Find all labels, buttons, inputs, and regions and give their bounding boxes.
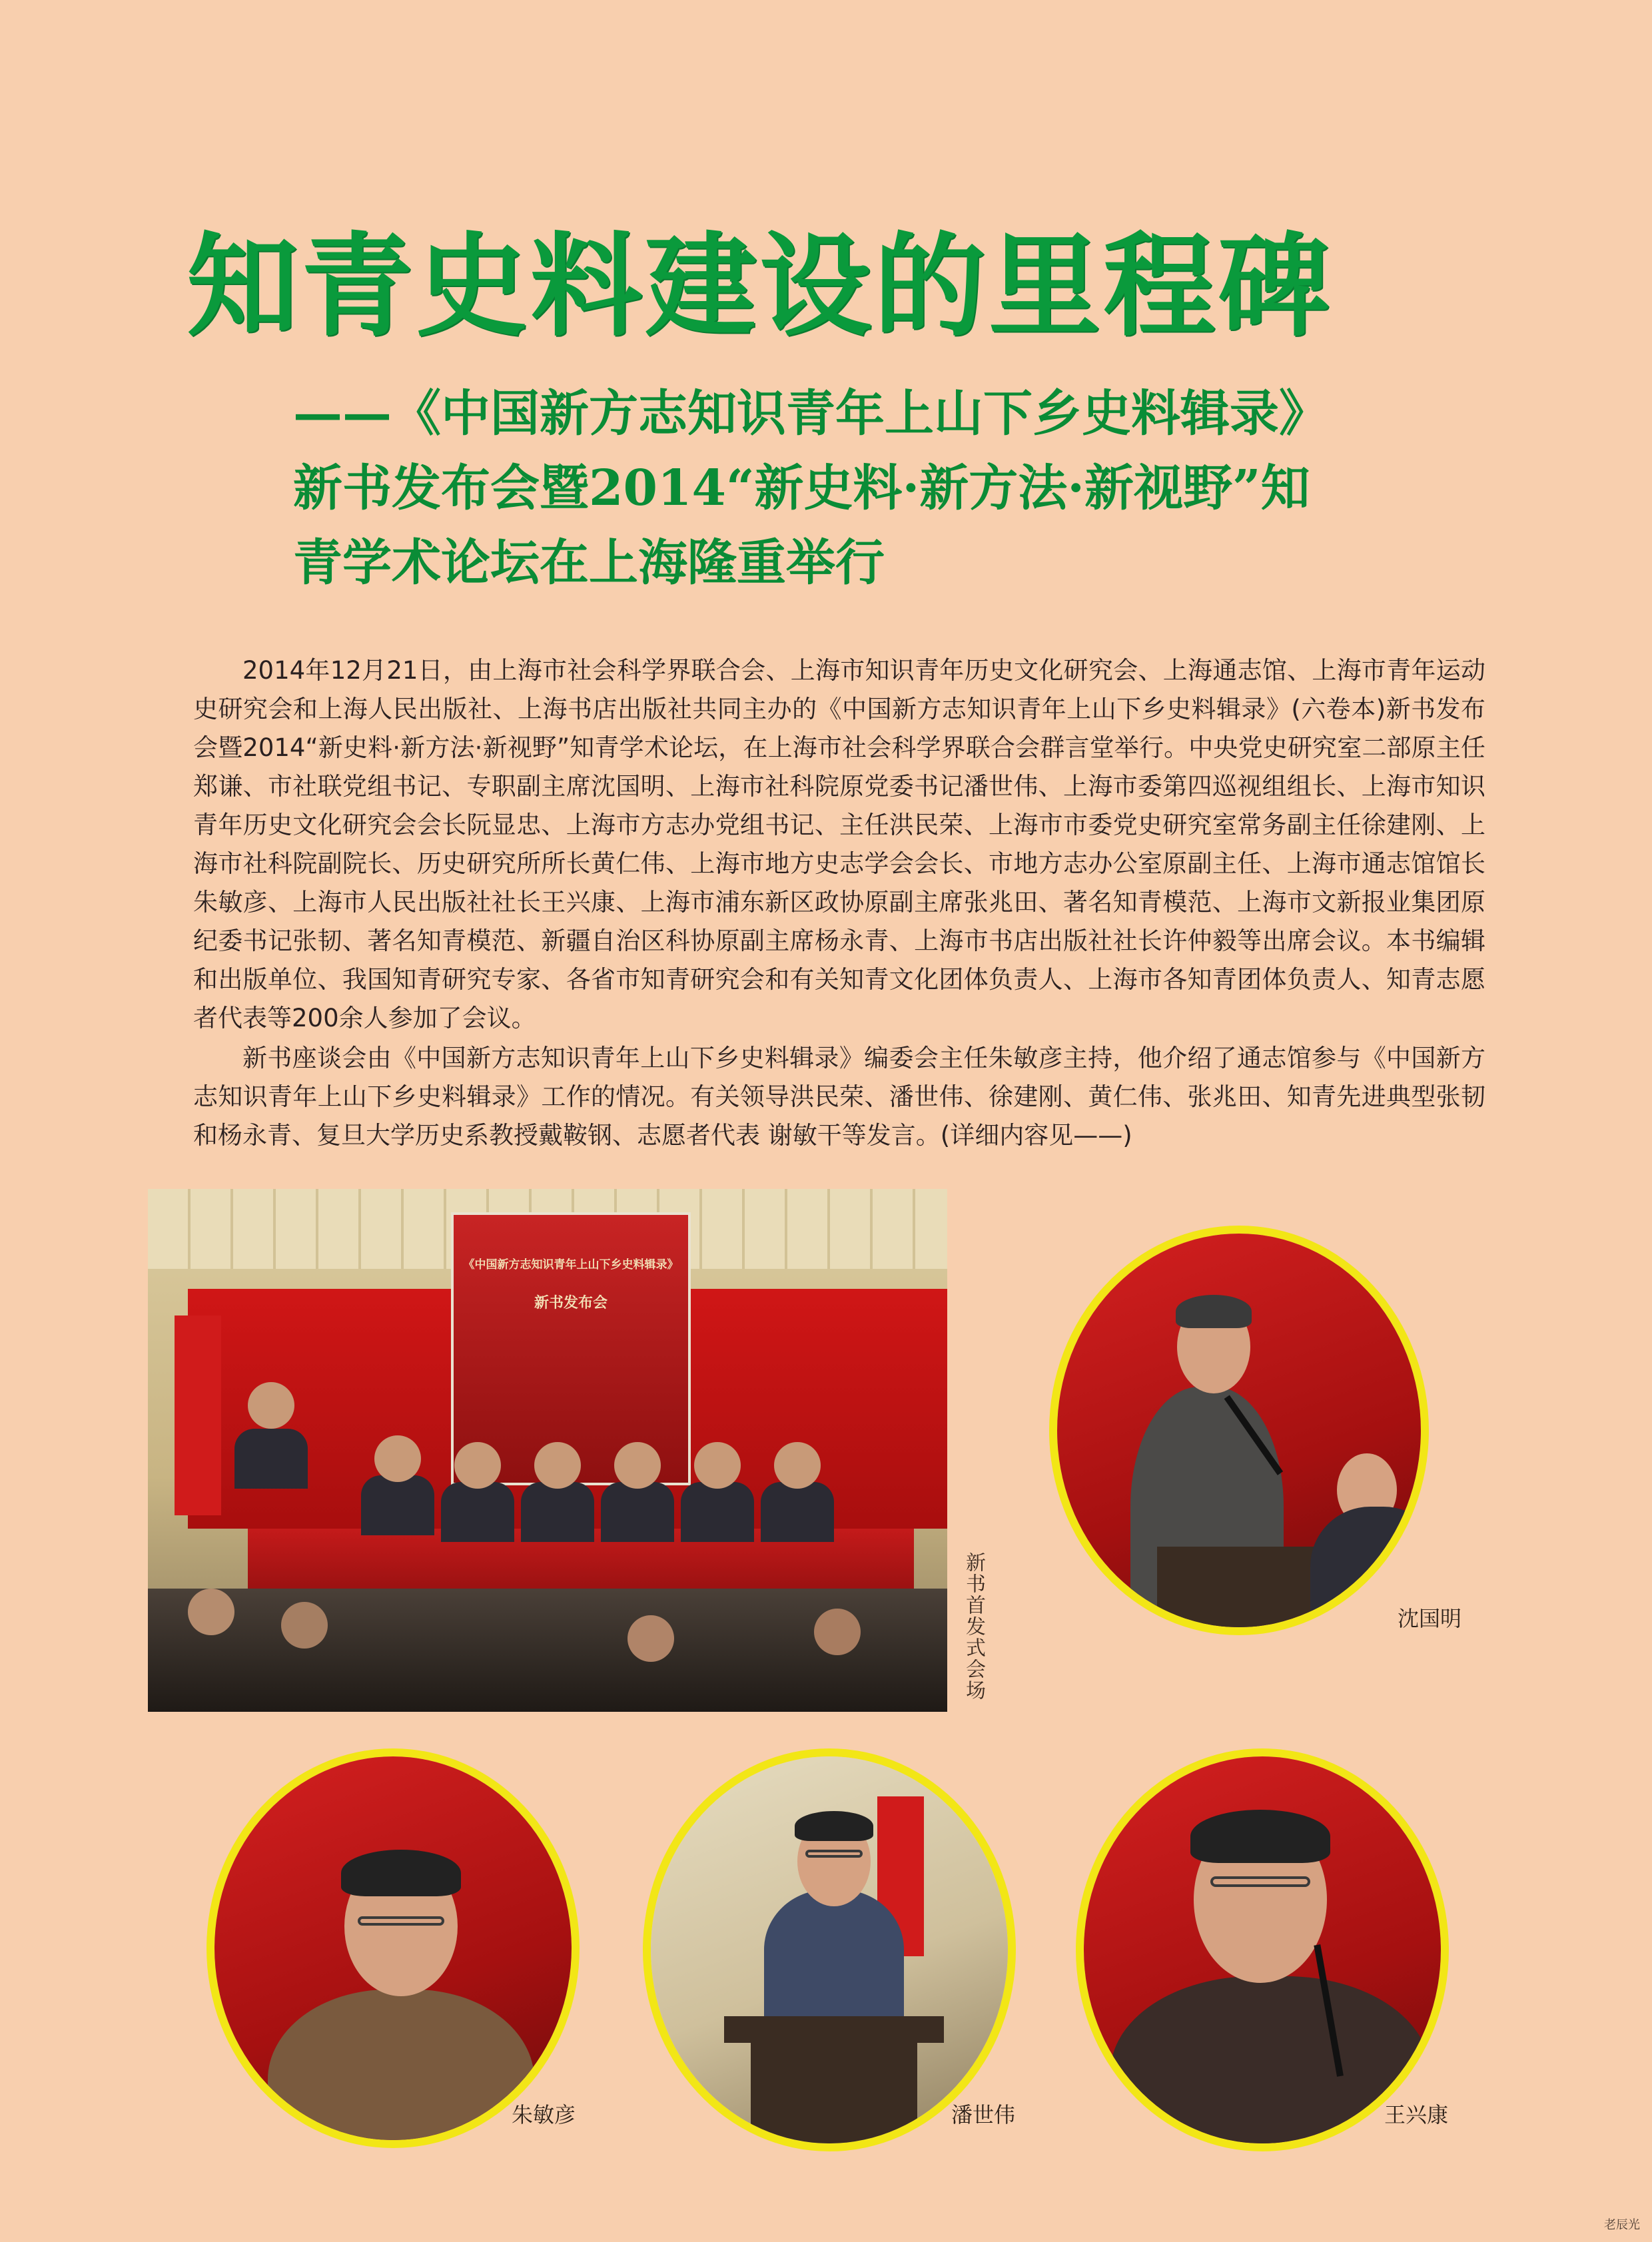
screen-title: 《中国新方志知识青年上山下乡史料辑录》 (463, 1258, 679, 1272)
portrait-wang-caption: 王兴康 (1384, 2102, 1449, 2127)
lectern-top (724, 2016, 944, 2043)
audience-head (627, 1615, 674, 1662)
panelist-figure (361, 1475, 434, 1535)
portrait-torso (764, 1890, 904, 2023)
portrait-hair (795, 1811, 873, 1841)
portrait-zhu (206, 1748, 580, 2148)
audience-head (281, 1602, 328, 1649)
panelist-figure (441, 1482, 514, 1542)
article-body (193, 651, 1485, 1156)
portrait-wang (1076, 1748, 1449, 2151)
lectern (1157, 1547, 1330, 1635)
portrait-pan (643, 1748, 1016, 2151)
conference-photo-caption: 新书首发式会场 (962, 1552, 985, 1701)
portrait-torso (268, 1990, 534, 2148)
lectern (751, 2043, 917, 2151)
conference-photo (148, 1189, 947, 1712)
panelist-head (694, 1442, 741, 1489)
panelist-figure (521, 1482, 594, 1542)
panelist-figure (681, 1482, 754, 1542)
subtitle-line-2: 新书发布会暨2014“新史料·新方法·新视野”知 (293, 460, 1310, 517)
portrait-zhu-caption: 朱敏彦 (512, 2102, 576, 2127)
watermark: 老辰光 (1604, 2218, 1640, 2232)
speaker-head (248, 1382, 294, 1429)
panelist-figure (601, 1482, 674, 1542)
panelist-head (454, 1442, 501, 1489)
subtitle-line-1: ——《中国新方志知识青年上山下乡史料辑录》 (293, 385, 1328, 442)
paragraph-2: 新书座谈会由《中国新方志知识青年上山下乡史料辑录》编委会主任朱敏彦主持，他介绍了通志馆参与《中国新方志知识青年上山下乡史料辑录》工作的情况。有关领导洪民荣、潘世伟、徐建刚、黄仁伟、张兆田、知青先进典型张韧和杨永青、复旦大学历史系教授戴鞍钢、志愿者代表 谢敏干等发言。(详细内容见——) (193, 1044, 1485, 1150)
panelist-head (774, 1442, 821, 1489)
portrait-hair (1176, 1295, 1252, 1328)
portrait-pan-caption: 潘世伟 (951, 2102, 1016, 2127)
paragraph-1: 2014年12月21日，由上海市社会科学界联合会、上海市知识青年历史文化研究会、上海通志馆、上海市青年运动史研究会和上海人民出版社、上海书店出版社共同主办的《中国新方志知识青年上山下乡史料辑录》(六卷本)新书发布会暨2014“新史料·新方法·新视野”知青学术论坛，在上海市社会科学界联合会群言堂举行。中央党史研究室二部原主任郑谦、市社联党组书记、专职副主席沈国明、上海市社科院原党委书记潘世伟、上海市委第四巡视组组长、上海市知识青年历史文化研究会会长阮显忠、上海市方志办党组书记、主任洪民荣、上海市市委党史研究室常务副主任徐建刚、上海市社科院副院长、历史研究所所长黄仁伟、上海市地方史志学会会长、市地方志办公室原副主任、上海市通志馆馆长朱敏彦、上海市人民出版社社长王兴康、上海市浦东新区政协原副主席张兆田、著名知青模范、上海市文新报业集团原纪委书记张韧、著名知青模范、新疆自治区科协原副主席杨永青、上海市书店出版社社长许仲毅等出席会议。本书编辑和出版单位、我国知青研究专家、各省市知青研究会和有关知青文化团体负责人、上海市各知青团体负责人、知青志愿者代表等200余人参加了会议。 (193, 656, 1485, 1032)
flag-icon (175, 1315, 221, 1515)
screen-subtitle: 新书发布会 (534, 1294, 608, 1311)
glasses-icon (1210, 1876, 1310, 1887)
portrait-hair (341, 1850, 461, 1896)
audience-head (814, 1609, 861, 1655)
glasses-icon (358, 1916, 444, 1926)
panelist-head (534, 1442, 581, 1489)
page-title: 知青史料建设的里程碑 (187, 221, 1332, 352)
audience-head (188, 1589, 234, 1635)
subtitle-line-3: 青学术论坛在上海隆重举行 (293, 534, 885, 591)
page-subtitle (293, 376, 1532, 600)
glasses-icon (805, 1850, 863, 1858)
portrait-shen (1049, 1226, 1429, 1635)
speaker-figure (234, 1429, 308, 1489)
panelist-head (614, 1442, 661, 1489)
panelist-figure (761, 1482, 834, 1542)
portrait-hair (1190, 1810, 1330, 1863)
portrait-torso (1110, 1976, 1430, 2151)
panelist-head (374, 1435, 421, 1482)
portrait-shen-caption: 沈国明 (1398, 1606, 1462, 1631)
